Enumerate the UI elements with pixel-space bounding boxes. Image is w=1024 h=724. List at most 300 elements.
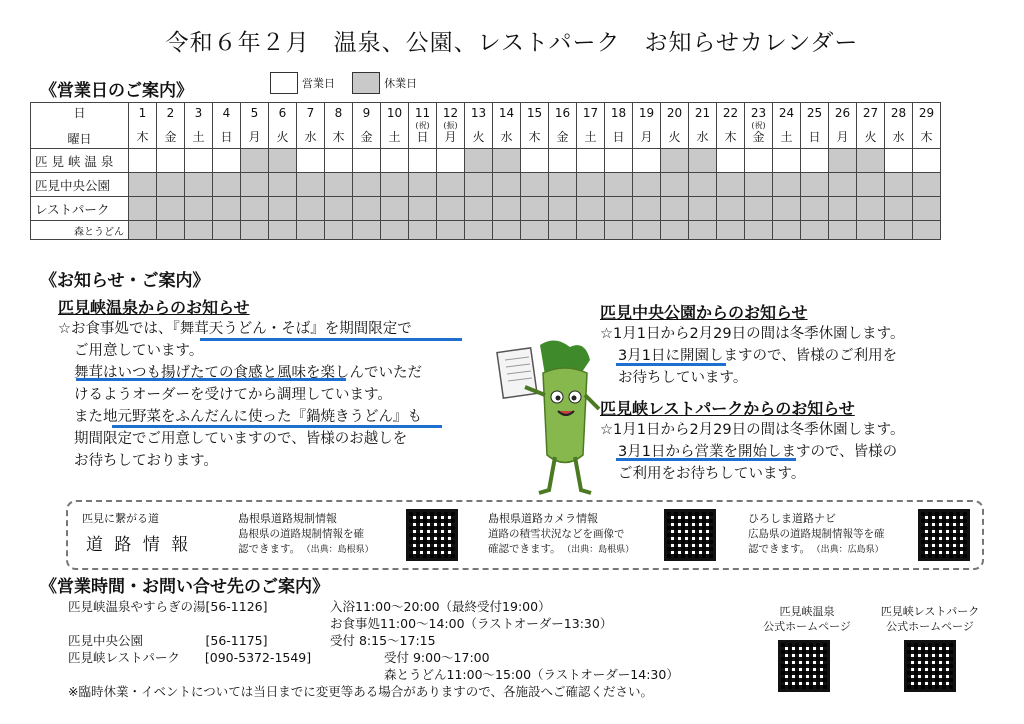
holiday-note <box>493 121 520 130</box>
calendar-cell <box>913 221 941 240</box>
calendar-cell <box>689 149 717 173</box>
calendar-cell <box>381 173 409 197</box>
calendar-cell <box>773 221 801 240</box>
notice-heading: 《お知らせ・ご案内》 <box>40 271 210 291</box>
calendar-cell <box>549 221 577 240</box>
calendar-cell <box>493 197 521 221</box>
calendar-cell <box>829 173 857 197</box>
day-number: 11 <box>414 106 431 120</box>
calendar-day-header <box>801 103 829 149</box>
weekday: 火 <box>864 130 877 144</box>
day-number: 10 <box>386 106 403 120</box>
calendar-day-header <box>689 103 717 149</box>
calendar-cell <box>241 149 269 173</box>
holiday-note: (祝) <box>415 121 430 130</box>
qr-code-icon[interactable] <box>904 640 956 692</box>
calendar-cell <box>437 149 465 173</box>
calendar-day-header <box>521 103 549 149</box>
holiday-note <box>689 121 716 130</box>
calendar-header-label <box>31 103 129 149</box>
calendar-cell <box>521 173 549 197</box>
calendar-cell <box>269 221 297 240</box>
calendar-cell <box>773 149 801 173</box>
page-title: 令和６年２月 温泉、公園、レストパーク お知らせカレンダー <box>165 30 859 56</box>
day-number: 27 <box>862 106 879 120</box>
hours-row <box>68 598 758 615</box>
calendar-cell <box>801 173 829 197</box>
calendar-day-header <box>661 103 689 149</box>
calendar-cell <box>745 149 773 173</box>
hours-row <box>68 649 758 666</box>
holiday-note: (祝) <box>751 121 766 130</box>
calendar-cell <box>829 221 857 240</box>
calendar-day-header <box>885 103 913 149</box>
weekday: 日 <box>220 130 233 144</box>
calendar-cell <box>353 221 381 240</box>
calendar-cell <box>717 221 745 240</box>
calendar-cell <box>493 149 521 173</box>
weekday: 木 <box>724 130 737 144</box>
legend-closed-label: 休業日 <box>384 77 418 90</box>
calendar-cell <box>465 197 493 221</box>
calendar-cell <box>577 221 605 240</box>
calendar-row <box>31 197 941 221</box>
calendar-cell <box>801 221 829 240</box>
weekday: 木 <box>528 130 541 144</box>
calendar-day-header <box>633 103 661 149</box>
restpark-notice <box>600 396 1000 485</box>
road-info-item-desc: 広島県の道路規制情報等を確 <box>748 528 885 540</box>
facility-label: 匹 見 峡 温 泉 <box>31 149 129 173</box>
calendar-cell <box>465 149 493 173</box>
holiday-note <box>269 121 296 130</box>
weekday: 金 <box>360 130 373 144</box>
calendar-cell <box>297 149 325 173</box>
calendar-cell <box>549 197 577 221</box>
calendar-cell <box>129 173 157 197</box>
calendar-cell <box>325 173 353 197</box>
calendar-day-header <box>913 103 941 149</box>
weekday: 水 <box>304 130 317 144</box>
calendar-day-header <box>605 103 633 149</box>
calendar-cell <box>409 197 437 221</box>
calendar-day-header <box>129 103 157 149</box>
weekday: 土 <box>780 130 793 144</box>
calendar-cell <box>577 173 605 197</box>
day-number: 6 <box>278 106 287 120</box>
hp-label-line: 匹見峡レストパーク <box>880 605 980 618</box>
facility-label: 匹見中央公園 <box>31 173 129 197</box>
day-number: 3 <box>194 106 203 120</box>
hp-label-line: 公式ホームページ <box>763 620 851 633</box>
holiday-note <box>521 121 548 130</box>
calendar-cell <box>661 173 689 197</box>
calendar-cell <box>157 149 185 173</box>
calendar-cell <box>493 221 521 240</box>
calendar-cell <box>829 149 857 173</box>
qr-code-icon[interactable] <box>664 509 716 561</box>
weekday: 日 <box>612 130 625 144</box>
calendar-cell <box>549 173 577 197</box>
hp-label-onsen <box>748 604 866 634</box>
calendar-day-header <box>437 103 465 149</box>
calendar-cell <box>605 221 633 240</box>
legend-closed-swatch <box>352 72 380 94</box>
holiday-note <box>913 121 940 130</box>
calendar-cell <box>885 221 913 240</box>
onsen-line: また地元野菜をふんだんに使った『鍋焼きうどん』も <box>74 409 422 425</box>
calendar-cell <box>829 197 857 221</box>
calendar-cell <box>157 221 185 240</box>
calendar-cell <box>437 197 465 221</box>
calendar-cell <box>241 173 269 197</box>
day-number: 26 <box>834 106 851 120</box>
calendar-cell <box>605 173 633 197</box>
calendar-cell <box>185 197 213 221</box>
temporary-closure-note: ※臨時休業・イベントについては当日までに変更等ある場合がありますので、各施設へご確認ください。 <box>68 684 653 699</box>
park-line: ☆1月1日から2月29日の間は冬季休園します。 <box>600 326 905 342</box>
day-number: 23 <box>750 106 767 120</box>
holiday-note <box>661 121 688 130</box>
calendar-cell <box>269 149 297 173</box>
day-number: 16 <box>554 106 571 120</box>
calendar-day-header <box>493 103 521 149</box>
weekday: 水 <box>696 130 709 144</box>
calendar-cell <box>689 173 717 197</box>
holiday-note <box>325 121 352 130</box>
calendar-cell <box>297 221 325 240</box>
calendar-cell <box>213 221 241 240</box>
emphasis-underline <box>112 425 442 428</box>
weekday: 月 <box>248 130 261 144</box>
calendar-cell <box>857 149 885 173</box>
weekday: 木 <box>332 130 345 144</box>
day-number: 22 <box>722 106 739 120</box>
qr-code-icon[interactable] <box>406 509 458 561</box>
restpark-notice-body <box>600 419 1000 485</box>
calendar-day-header <box>717 103 745 149</box>
calendar-day-header <box>465 103 493 149</box>
calendar-day-header <box>857 103 885 149</box>
road-info-item-title: ひろしま道路ナビ <box>748 512 836 525</box>
calendar-cell <box>521 221 549 240</box>
qr-code-icon[interactable] <box>778 640 830 692</box>
holiday-note: (振) <box>443 121 458 130</box>
calendar-cell <box>297 173 325 197</box>
weekday: 木 <box>920 130 933 144</box>
calendar-cell <box>409 149 437 173</box>
calendar-cell <box>549 149 577 173</box>
calendar-day-header <box>381 103 409 149</box>
calendar-cell <box>325 221 353 240</box>
weekday: 金 <box>164 130 177 144</box>
onsen-line: お待ちしております。 <box>74 453 218 469</box>
calendar-cell <box>381 197 409 221</box>
hp-label-line: 公式ホームページ <box>886 620 974 633</box>
hp-label-restpark <box>866 604 994 634</box>
weekday: 土 <box>584 130 597 144</box>
calendar-day-header <box>269 103 297 149</box>
calendar-day-header <box>185 103 213 149</box>
day-number: 21 <box>694 106 711 120</box>
road-info-item-desc: 認できます。 <box>238 543 301 555</box>
calendar-day-header <box>409 103 437 149</box>
calendar-cell <box>185 149 213 173</box>
holiday-note <box>717 121 744 130</box>
facility-name: 匹見峡温泉やすらぎの湯[56-1126] <box>68 599 268 614</box>
facility-hours: 入浴11:00～20:00（最終受付19:00） <box>330 599 551 614</box>
road-info-item-desc: 道路の積雪状況などを画像で <box>488 528 625 540</box>
hours-row <box>68 632 758 649</box>
weekday: 月 <box>836 130 849 144</box>
calendar-cell <box>885 173 913 197</box>
onsen-line: けるようオーダーを受けてから調理しています。 <box>74 387 392 403</box>
calendar-day-header <box>577 103 605 149</box>
calendar-cell <box>353 149 381 173</box>
day-number: 17 <box>582 106 599 120</box>
onsen-notice-title: 匹見峡温泉からのお知らせ <box>58 298 250 317</box>
holiday-note <box>829 121 856 130</box>
onsen-line: 舞茸はいつも揚げたての食感と風味を楽しんでいただ <box>74 365 422 381</box>
weekday: 火 <box>276 130 289 144</box>
road-info-item-desc: 認できます。 <box>748 543 811 555</box>
facility-hours: 森とうどん11:00～15:00（ラストオーダー14:30） <box>384 667 679 682</box>
day-number: 5 <box>250 106 259 120</box>
onsen-notice-body <box>58 318 498 472</box>
holiday-note <box>129 121 156 130</box>
day-number: 1 <box>138 106 147 120</box>
onsen-notice <box>58 295 498 472</box>
weekday: 土 <box>388 130 401 144</box>
day-label: 日 <box>73 106 86 120</box>
calendar-cell <box>857 173 885 197</box>
day-number: 15 <box>526 106 543 120</box>
road-info-box <box>66 500 984 570</box>
calendar-cell <box>325 149 353 173</box>
facility-hours: 受付 8:15～17:15 <box>330 633 436 648</box>
facility-name: 匹見峡レストパーク [090-5372-1549] <box>68 650 312 665</box>
weekday: 月 <box>640 130 653 144</box>
day-number: 13 <box>470 106 487 120</box>
road-info-item-source: （出典：島根県） <box>566 545 635 555</box>
day-number: 20 <box>666 106 683 120</box>
road-info-item-title: 島根県道路カメラ情報 <box>488 512 598 525</box>
weekday: 土 <box>192 130 205 144</box>
onsen-line: ご用意しています。 <box>74 343 204 359</box>
park-notice-title: 匹見中央公園からのお知らせ <box>600 303 808 322</box>
calendar-day-header <box>745 103 773 149</box>
holiday-note <box>157 121 184 130</box>
calendar-cell <box>241 197 269 221</box>
calendar-cell <box>801 149 829 173</box>
weekday: 水 <box>500 130 513 144</box>
wasabi-mascot-illustration <box>495 335 610 500</box>
calendar-cell <box>269 197 297 221</box>
calendar-cell <box>633 149 661 173</box>
restpark-notice-title: 匹見峡レストパークからのお知らせ <box>600 399 855 418</box>
calendar-cell <box>913 149 941 173</box>
calendar-cell <box>857 221 885 240</box>
restpark-line: 3月1日から営業を開始しますので、皆様の <box>618 444 898 460</box>
calendar-cell <box>381 149 409 173</box>
road-info-item[interactable] <box>238 510 398 556</box>
calendar-cell <box>885 149 913 173</box>
weekday: 火 <box>472 130 485 144</box>
weekday: 金 <box>556 130 569 144</box>
calendar-cell <box>633 173 661 197</box>
calendar-cell <box>213 173 241 197</box>
calendar-cell <box>913 197 941 221</box>
road-info-item[interactable] <box>748 510 908 556</box>
weekday: 日 <box>416 130 429 144</box>
day-number: 12 <box>442 106 459 120</box>
calendar-cell <box>717 149 745 173</box>
legend-open-label: 営業日 <box>302 77 335 90</box>
calendar-row <box>31 173 941 197</box>
road-info-item-desc: 確認できます。 <box>488 543 561 555</box>
road-info-item[interactable] <box>488 510 658 556</box>
holiday-note <box>465 121 492 130</box>
weekday: 火 <box>668 130 681 144</box>
day-number: 25 <box>806 106 823 120</box>
calendar-cell <box>521 197 549 221</box>
road-info-item-desc: 島根県の道路規制情報を確 <box>238 528 364 540</box>
holiday-note <box>353 121 380 130</box>
emphasis-underline <box>616 363 726 366</box>
day-number: 7 <box>306 106 315 120</box>
calendar-cell <box>157 173 185 197</box>
holiday-note <box>185 121 212 130</box>
emphasis-underline <box>76 378 346 381</box>
calendar-cell <box>745 221 773 240</box>
calendar-cell <box>465 173 493 197</box>
calendar-cell <box>745 173 773 197</box>
day-number: 19 <box>638 106 655 120</box>
calendar-cell <box>129 197 157 221</box>
holiday-note <box>549 121 576 130</box>
calendar-cell <box>605 197 633 221</box>
calendar-day-header <box>829 103 857 149</box>
calendar-cell <box>633 221 661 240</box>
calendar-cell <box>465 221 493 240</box>
calendar-cell <box>773 173 801 197</box>
calendar-day-header <box>549 103 577 149</box>
weekday: 金 <box>752 130 765 144</box>
road-info-item-source: （出典：島根県） <box>306 545 374 555</box>
weekday: 月 <box>444 130 457 144</box>
day-number: 8 <box>334 106 343 120</box>
onsen-line: 期間限定でご用意していますので、皆様のお越しを <box>74 431 408 447</box>
qr-code-icon[interactable] <box>918 509 970 561</box>
day-number: 4 <box>222 106 231 120</box>
restpark-line: ご利用をお待ちしています。 <box>618 466 806 482</box>
calendar-row <box>31 149 941 173</box>
calendar-cell <box>185 173 213 197</box>
calendar-day-header <box>297 103 325 149</box>
hours-row <box>68 666 758 683</box>
calendar-cell <box>353 173 381 197</box>
calendar-cell <box>213 149 241 173</box>
calendar-day-header <box>213 103 241 149</box>
calendar-cell <box>437 173 465 197</box>
weekday: 水 <box>892 130 905 144</box>
calendar-cell <box>437 221 465 240</box>
onsen-line: ☆お食事処では、『舞茸天うどん・そば』を期間限定で <box>58 321 412 337</box>
holiday-note <box>297 121 324 130</box>
road-info-item-source: （出典：広島県） <box>816 545 884 555</box>
calendar-day-header <box>353 103 381 149</box>
holiday-note <box>605 121 632 130</box>
hours-list <box>68 598 758 700</box>
park-notice-body <box>600 323 1000 389</box>
calendar-cell <box>577 149 605 173</box>
park-notice <box>600 300 1000 389</box>
emphasis-underline <box>200 338 462 341</box>
calendar-cell <box>577 197 605 221</box>
calendar-cell <box>409 221 437 240</box>
calendar-cell <box>885 197 913 221</box>
calendar-cell <box>689 197 717 221</box>
holiday-note <box>633 121 660 130</box>
calendar-cell <box>521 149 549 173</box>
road-info-item-title: 島根県道路規制情報 <box>238 512 337 525</box>
legend-open-swatch <box>270 72 298 94</box>
calendar-cell <box>717 173 745 197</box>
facility-name: 匹見中央公園 [56-1175] <box>68 633 268 648</box>
calendar-cell <box>661 221 689 240</box>
holiday-note <box>241 121 268 130</box>
holiday-note <box>381 121 408 130</box>
calendar-cell <box>661 197 689 221</box>
day-number: 24 <box>778 106 795 120</box>
calendar-cell <box>129 149 157 173</box>
legend <box>270 72 429 94</box>
hp-label-line: 匹見峡温泉 <box>779 605 835 618</box>
holiday-note <box>801 121 828 130</box>
day-number: 14 <box>498 106 515 120</box>
holiday-note <box>885 121 912 130</box>
calendar-cell <box>633 197 661 221</box>
calendar-day-header <box>325 103 353 149</box>
calendar-cell <box>717 197 745 221</box>
holiday-note <box>857 121 884 130</box>
hours-row <box>68 615 758 632</box>
calendar-row <box>31 221 941 240</box>
calendar-heading: 《営業日のご案内》 <box>40 81 193 101</box>
day-number: 28 <box>890 106 907 120</box>
calendar-cell <box>297 197 325 221</box>
restpark-line: ☆1月1日から2月29日の間は冬季休園します。 <box>600 422 905 438</box>
facility-label: 森とうどん <box>31 221 129 240</box>
day-number: 9 <box>362 106 371 120</box>
calendar-cell <box>857 197 885 221</box>
day-number: 29 <box>918 106 935 120</box>
calendar-cell <box>605 149 633 173</box>
road-info-caption: 匹見に繋がる道 <box>82 512 159 525</box>
calendar-cell <box>381 221 409 240</box>
facility-hours: お食事処11:00～14:00（ラストオーダー13:30） <box>330 616 613 631</box>
day-number: 2 <box>166 106 175 120</box>
park-line: 3月1日に開園しますので、皆様のご利用を <box>618 348 898 364</box>
calendar-cell <box>269 173 297 197</box>
road-info-heading: 道 路 情 報 <box>86 535 192 555</box>
calendar-cell <box>801 197 829 221</box>
calendar-cell <box>913 173 941 197</box>
calendar-cell <box>661 149 689 173</box>
weekday: 日 <box>808 130 821 144</box>
emphasis-underline <box>616 458 796 461</box>
calendar-cell <box>241 221 269 240</box>
